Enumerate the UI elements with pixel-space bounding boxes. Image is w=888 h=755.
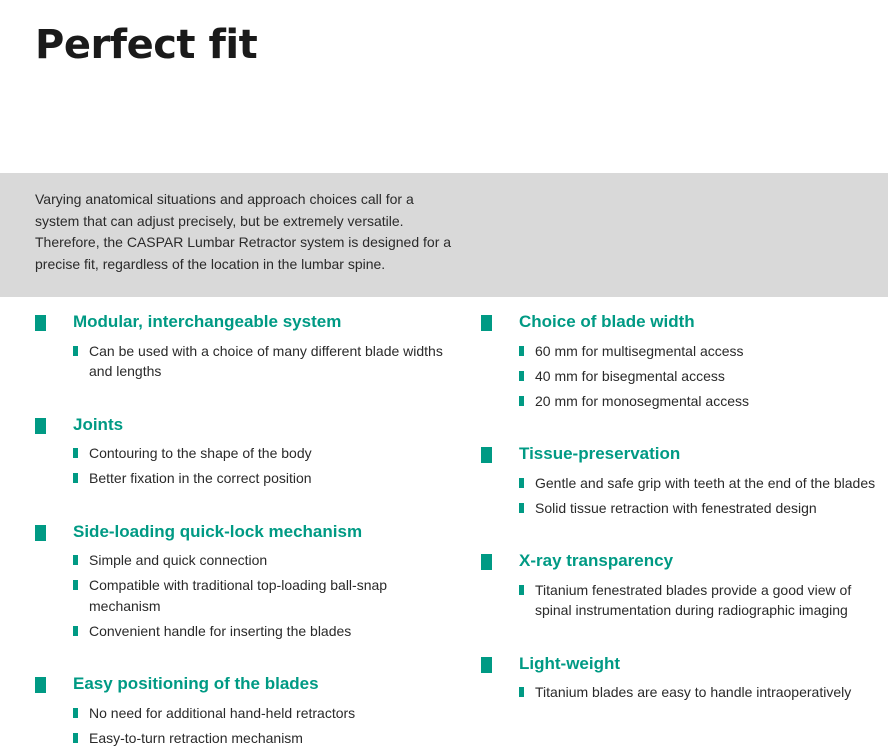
section-bullet-icon: [35, 418, 46, 434]
item-list: [481, 341, 881, 412]
section-header: [481, 654, 881, 678]
item-list: [35, 443, 455, 489]
section-header: [481, 444, 881, 468]
list-item: [35, 468, 455, 489]
bullet-icon: [519, 687, 524, 697]
bullet-icon: [519, 371, 524, 381]
bullet-icon: [519, 503, 524, 513]
list-item: [35, 341, 455, 382]
list-item-text: Simple and quick connection: [89, 552, 268, 568]
item-list: [35, 341, 455, 382]
section-bullet-icon: [481, 657, 492, 673]
section-title: X-ray transparency: [519, 551, 674, 570]
list-item: [35, 728, 455, 749]
bullet-icon: [519, 478, 524, 488]
list-item: [481, 473, 881, 494]
list-item: [481, 391, 881, 412]
section-title: Modular, interchangeable system: [73, 312, 342, 331]
section-header: [35, 415, 455, 439]
section-light-weight: [481, 654, 881, 703]
item-list: [35, 703, 455, 749]
list-item: [35, 550, 455, 571]
section-blade-width: [481, 312, 881, 411]
list-item: [35, 703, 455, 724]
section-bullet-icon: [35, 677, 46, 693]
list-item-text: Contouring to the shape of the body: [89, 445, 312, 461]
list-item: [481, 682, 881, 703]
item-list: [481, 580, 881, 621]
list-item: [481, 366, 881, 387]
left-column: [35, 312, 455, 748]
list-item-text: No need for additional hand-held retractors: [89, 704, 356, 721]
list-item: [35, 443, 455, 464]
bullet-icon: [73, 346, 78, 356]
item-list: [481, 682, 881, 703]
list-item-text: 20 mm for monosegmental access: [535, 392, 749, 409]
section-tissue-preservation: [481, 444, 881, 518]
list-item-text: 60 mm for multisegmental access: [535, 342, 744, 359]
list-item-text: Solid tissue retraction with fenestrated design: [535, 499, 817, 516]
section-xray-transparency: [481, 551, 881, 621]
list-item: [481, 341, 881, 362]
bullet-icon: [73, 626, 78, 636]
bullet-icon: [73, 708, 78, 718]
section-side-loading: [35, 522, 455, 642]
section-joints: [35, 415, 455, 489]
section-header: [35, 312, 455, 336]
list-item-text: Can be used with a choice of many different blade widths and lengths: [89, 342, 443, 379]
bullet-icon: [73, 733, 78, 743]
section-bullet-icon: [481, 315, 492, 331]
section-bullet-icon: [481, 554, 492, 570]
section-title: Tissue-preservation: [519, 444, 681, 463]
list-item-text: Titanium fenestrated blades provide a good view of spinal instrumentation during radiographic imaging: [535, 581, 852, 618]
section-header: [481, 551, 881, 575]
section-title: Light-weight: [519, 653, 621, 673]
section-header: [481, 312, 881, 336]
section-bullet-icon: [35, 315, 46, 331]
section-title: Choice of blade width: [519, 312, 695, 331]
bullet-icon: [73, 473, 78, 483]
bullet-icon: [519, 396, 524, 406]
list-item: [35, 575, 455, 616]
section-title: Easy positioning of the blades: [73, 674, 319, 693]
list-item-text: Better fixation in the correct position: [89, 470, 312, 486]
item-list: [481, 473, 881, 519]
right-column: [481, 312, 881, 703]
bullet-icon: [73, 555, 78, 565]
page-title: Perfect fit: [35, 22, 258, 68]
list-item-text: Easy-to-turn retraction mechanism: [89, 729, 303, 746]
bullet-icon: [73, 580, 78, 590]
list-item: [481, 580, 881, 621]
list-item-text: Gentle and safe grip with teeth at the end of the blades: [535, 474, 876, 491]
section-header: [35, 674, 455, 698]
section-modular: [35, 312, 455, 382]
list-item-text: 40 mm for bisegmental access: [535, 367, 725, 384]
section-title: Joints: [73, 414, 124, 434]
list-item: [481, 498, 881, 519]
bullet-icon: [519, 346, 524, 356]
section-header: [35, 522, 455, 546]
item-list: [35, 550, 455, 641]
section-bullet-icon: [35, 525, 46, 541]
section-bullet-icon: [481, 447, 492, 463]
section-title: Side-loading quick-lock mechanism: [73, 521, 363, 541]
intro-box: [0, 173, 888, 297]
list-item-text: Titanium blades are easy to handle intraoperatively: [535, 684, 852, 700]
list-item-text: Compatible with traditional top-loading ball-snap mechanism: [89, 577, 388, 614]
section-easy-positioning: [35, 674, 455, 748]
bullet-icon: [73, 448, 78, 458]
intro-text: Varying anatomical situations and approach choices call for a system that can adjust precisely, but be extremely versatile. Therefore, the CASPAR Lumbar Retractor system is designed for a precise fit, regardless of the location in the lumbar spine.: [35, 191, 452, 272]
bullet-icon: [519, 585, 524, 595]
list-item-text: Convenient handle for inserting the blades: [89, 622, 352, 639]
list-item: [35, 621, 455, 642]
